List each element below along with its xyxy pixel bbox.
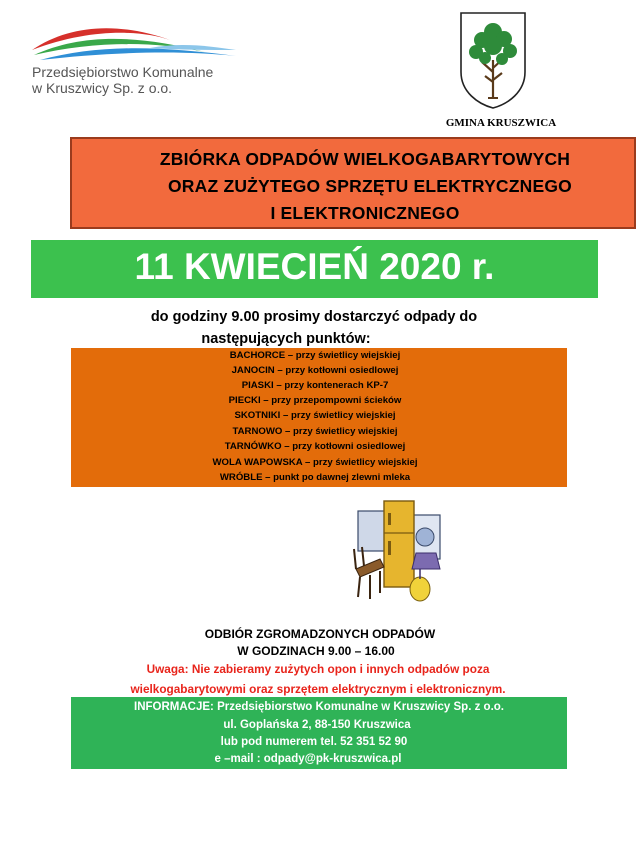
appliances-icon <box>350 497 450 603</box>
info-email: e –mail : odpady@pk-kruszwica.pl <box>214 753 402 765</box>
collection-line-1: ODBIÓR ZGROMADZONYCH ODPADÓW <box>204 627 436 641</box>
info-phone: lub pod numerem tel. 52 351 52 90 <box>220 736 408 748</box>
company-logo-swoosh-icon <box>30 22 240 64</box>
warning-line-1: Uwaga: Nie zabieramy zużytych opon i innych odpadów poza <box>146 662 490 676</box>
collection-point-item: TARNÓWKO – przy kotłowni osiedlowej <box>224 441 406 452</box>
info-box <box>71 697 567 769</box>
company-name-line2: w Kruszwicy Sp. z o.o. <box>32 80 173 96</box>
instruction-line-1: do godziny 9.00 prosimy dostarczyć odpady do <box>150 309 478 325</box>
company-logo <box>28 22 243 102</box>
title-line-3: I ELEKTRONICZNEGO <box>270 203 460 223</box>
collection-point-item: SKOTNIKI – przy świetlicy wiejskiej <box>234 410 396 421</box>
title-box <box>70 137 636 229</box>
instruction-line-2: następujących punktów: <box>201 331 371 347</box>
title-line-1: ZBIÓRKA ODPADÓW WIELKOGABARYTOWYCH <box>159 149 571 169</box>
collection-points-list <box>71 348 567 487</box>
date-banner <box>31 240 598 298</box>
collection-point-item: WRÓBLE – punkt po dawnej zlewni mleka <box>219 472 411 483</box>
warning-line-2: wielkogabarytowymi oraz sprzętem elektrycznym i elektronicznym. <box>130 682 506 696</box>
coat-of-arms <box>458 10 528 110</box>
collection-point-item: BACHORCE – przy świetlicy wiejskiej <box>229 350 401 361</box>
title-line-2: ORAZ ZUŻYTEGO SPRZĘTU ELEKTRYCZNEGO <box>168 176 572 196</box>
collection-point-item: PIECKI – przy przepompowni ścieków <box>228 395 402 406</box>
collection-point-item: PIASKI – przy kontenerach KP-7 <box>241 380 389 391</box>
info-company: INFORMACJE: Przedsiębiorstwo Komunalne w Kruszwicy Sp. z o.o. <box>134 701 504 713</box>
collection-point-item: WOLA WAPOWSKA – przy świetlicy wiejskiej <box>212 457 418 468</box>
municipality-label: GMINA KRUSZWICA <box>445 117 557 129</box>
info-address: ul. Goplańska 2, 88-150 Kruszwica <box>223 719 411 731</box>
collection-point-item: JANOCIN – przy kotłowni osiedlowej <box>231 365 399 376</box>
tree-coat-of-arms-icon <box>458 10 528 110</box>
appliances-illustration <box>350 497 450 603</box>
company-name-line1: Przedsiębiorstwo Komunalne <box>32 64 214 80</box>
date-text: 11 KWIECIEŃ 2020 r. <box>134 246 495 287</box>
collection-hours: W GODZINACH 9.00 – 16.00 <box>237 644 395 658</box>
collection-point-item: TARNOWO – przy świetlicy wiejskiej <box>232 426 398 437</box>
